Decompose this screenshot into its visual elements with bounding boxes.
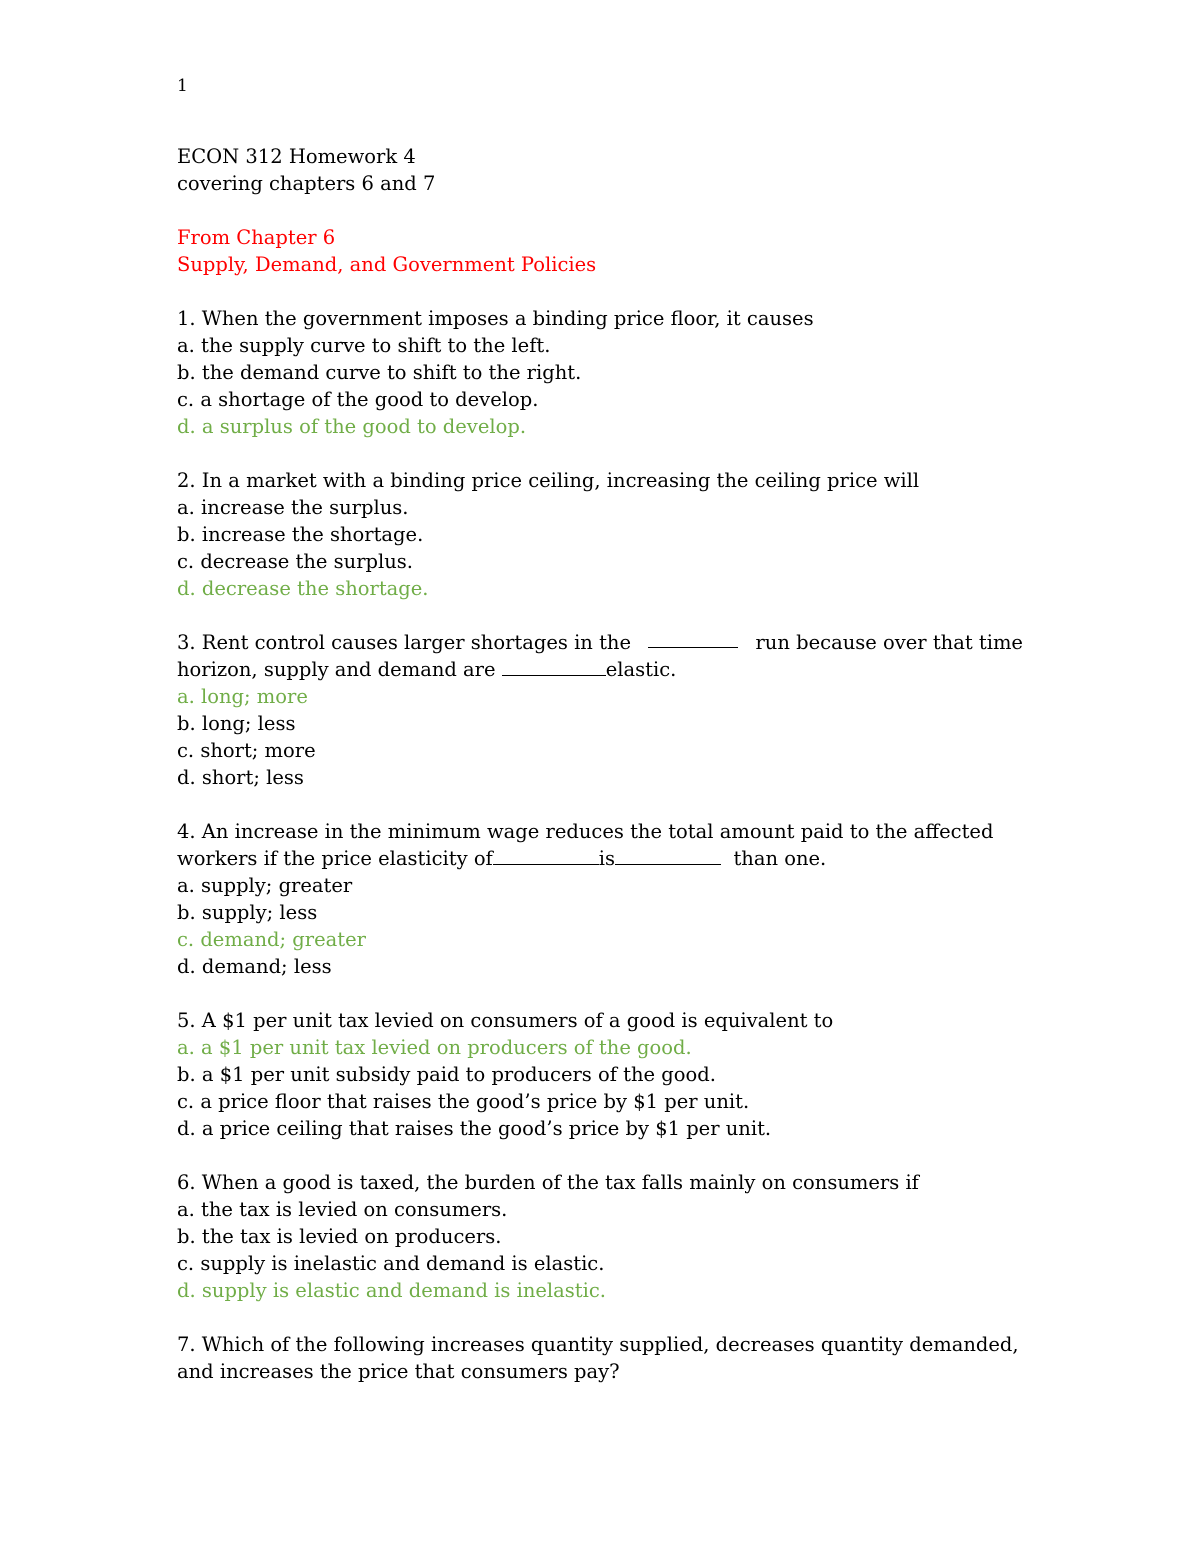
answer-option: a. the tax is levied on consumers. xyxy=(177,1198,508,1221)
spacer xyxy=(177,791,1023,818)
answer-option: c. decrease the surplus. xyxy=(177,550,413,573)
question-1 xyxy=(177,305,1023,440)
fill-in-blank xyxy=(648,629,738,648)
correct-answer-option: a. long; more xyxy=(177,685,308,708)
page-number: 1 xyxy=(177,76,188,96)
answer-option: b. the demand curve to shift to the right. xyxy=(177,361,582,384)
correct-answer-option: a. a $1 per unit tax levied on producers of the good. xyxy=(177,1036,692,1059)
stem-text: horizon, supply and demand are xyxy=(177,658,496,681)
document-subtitle: covering chapters 6 and 7 xyxy=(177,172,436,195)
stem-text: workers if the price elasticity of xyxy=(177,847,493,870)
answer-option: a. supply; greater xyxy=(177,874,353,897)
correct-answer-option: d. decrease the shortage. xyxy=(177,577,429,600)
question-3 xyxy=(177,629,1023,791)
question-stem-line xyxy=(177,629,1023,656)
answer-option: d. short; less xyxy=(177,766,304,789)
answer-option: a. increase the surplus. xyxy=(177,496,409,519)
answer-option: d. a price ceiling that raises the good’s price by $1 per unit. xyxy=(177,1117,772,1140)
spacer xyxy=(177,1304,1023,1331)
stem-text: elastic. xyxy=(605,658,677,681)
chapter-topic: Supply, Demand, and Government Policies xyxy=(177,253,597,276)
spacer xyxy=(177,602,1023,629)
stem-text: is xyxy=(598,847,616,870)
chapter-heading: From Chapter 6 xyxy=(177,226,336,249)
answer-option: b. the tax is levied on producers. xyxy=(177,1225,502,1248)
answer-option: b. long; less xyxy=(177,712,296,735)
question-5 xyxy=(177,1007,1023,1142)
fill-in-blank xyxy=(502,657,606,676)
question-stem: 1. When the government imposes a binding price floor, it causes xyxy=(177,307,814,330)
spacer xyxy=(177,197,1023,224)
fill-in-blank xyxy=(615,846,721,865)
question-stem: 5. A $1 per unit tax levied on consumers of a good is equivalent to xyxy=(177,1009,834,1032)
spacer xyxy=(177,278,1023,305)
answer-option: c. short; more xyxy=(177,739,316,762)
answer-option: c. a shortage of the good to develop. xyxy=(177,388,539,411)
question-stem-line: 7. Which of the following increases quantity supplied, decreases quantity demanded, xyxy=(177,1333,1019,1356)
correct-answer-option: d. supply is elastic and demand is inelastic. xyxy=(177,1279,606,1302)
correct-answer-option: d. a surplus of the good to develop. xyxy=(177,415,527,438)
question-stem: 6. When a good is taxed, the burden of the tax falls mainly on consumers if xyxy=(177,1171,919,1194)
answer-option: d. demand; less xyxy=(177,955,332,978)
answer-option: b. supply; less xyxy=(177,901,318,924)
stem-text: run because over that time xyxy=(755,631,1023,654)
answer-option: c. supply is inelastic and demand is elastic. xyxy=(177,1252,605,1275)
answer-option: a. the supply curve to shift to the left. xyxy=(177,334,551,357)
spacer xyxy=(177,440,1023,467)
document-body xyxy=(177,143,1023,1385)
fill-in-blank xyxy=(493,846,599,865)
question-stem-line xyxy=(177,845,1023,872)
question-7 xyxy=(177,1331,1023,1385)
stem-text: than one. xyxy=(733,847,827,870)
spacer xyxy=(177,1142,1023,1169)
document-title: ECON 312 Homework 4 xyxy=(177,145,416,168)
question-stem-line: and increases the price that consumers pay? xyxy=(177,1360,620,1383)
question-6 xyxy=(177,1169,1023,1304)
answer-option: c. a price floor that raises the good’s price by $1 per unit. xyxy=(177,1090,750,1113)
question-4 xyxy=(177,818,1023,980)
question-stem-line xyxy=(177,656,1023,683)
question-2 xyxy=(177,467,1023,602)
answer-option: b. a $1 per unit subsidy paid to producers of the good. xyxy=(177,1063,716,1086)
stem-text: 3. Rent control causes larger shortages in the xyxy=(177,631,632,654)
correct-answer-option: c. demand; greater xyxy=(177,928,366,951)
spacer xyxy=(177,980,1023,1007)
answer-option: b. increase the shortage. xyxy=(177,523,424,546)
question-stem: 2. In a market with a binding price ceiling, increasing the ceiling price will xyxy=(177,469,920,492)
question-stem-line: 4. An increase in the minimum wage reduces the total amount paid to the affected xyxy=(177,820,994,843)
